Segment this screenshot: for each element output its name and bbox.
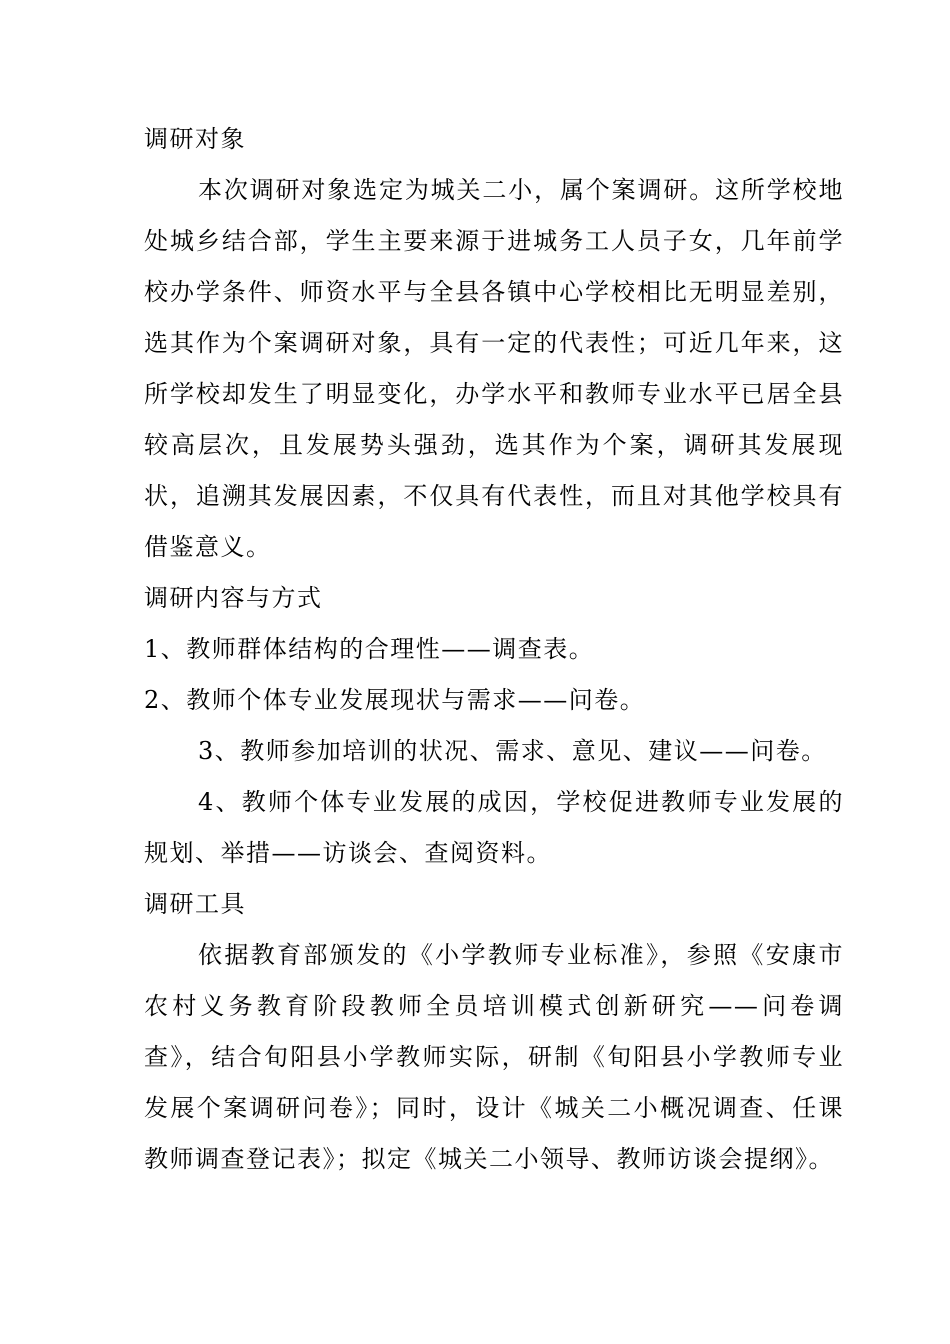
section-heading: 调研工具 — [144, 890, 246, 918]
list-item: 3、教师参加培训的状况、需求、意见、建议——问卷。 — [198, 737, 827, 765]
section-paragraph: 本次调研对象选定为城关二小，属个案调研。这所学校地处城乡结合部，学生主要来源于进城务工人员子女，几年前学校办学条件、师资水平与全县各镇中心学校相比无明显差别，选其作为个案调研对象，具有一定的代表性；可近几年来，这所学校却发生了明显变化，办学水平和教师专业水平已居全县较高层次，且发展势头强劲，选其作为个案，调研其发展现状，追溯其发展因素，不仅具有代表性，而且对其他学校具有借鉴意义。 — [144, 176, 844, 561]
section-research-content-methods — [144, 573, 844, 879]
section-paragraph: 依据教育部颁发的《小学教师专业标准》，参照《安康市农村义务教育阶段教师全员培训模式创新研究——问卷调查》，结合旬阳县小学教师实际，研制《旬阳县小学教师专业发展个案调研问卷》；同时，设计《城关二小概况调查、任课教师调查登记表》；拟定《城关二小领导、教师访谈会提纲》。 — [144, 941, 844, 1173]
list-item: 1、教师群体结构的合理性——调查表。 — [144, 635, 595, 663]
list-item: 4、教师个体专业发展的成因，学校促进教师专业发展的规划、举措——访谈会、查阅资料。 — [144, 788, 844, 867]
section-heading: 调研内容与方式 — [144, 584, 323, 612]
document-body — [144, 114, 844, 1185]
section-research-tools — [144, 879, 844, 1185]
section-research-subject — [144, 114, 844, 573]
list-item: 2、教师个体专业发展现状与需求——问卷。 — [144, 686, 646, 714]
section-heading: 调研对象 — [144, 125, 246, 153]
